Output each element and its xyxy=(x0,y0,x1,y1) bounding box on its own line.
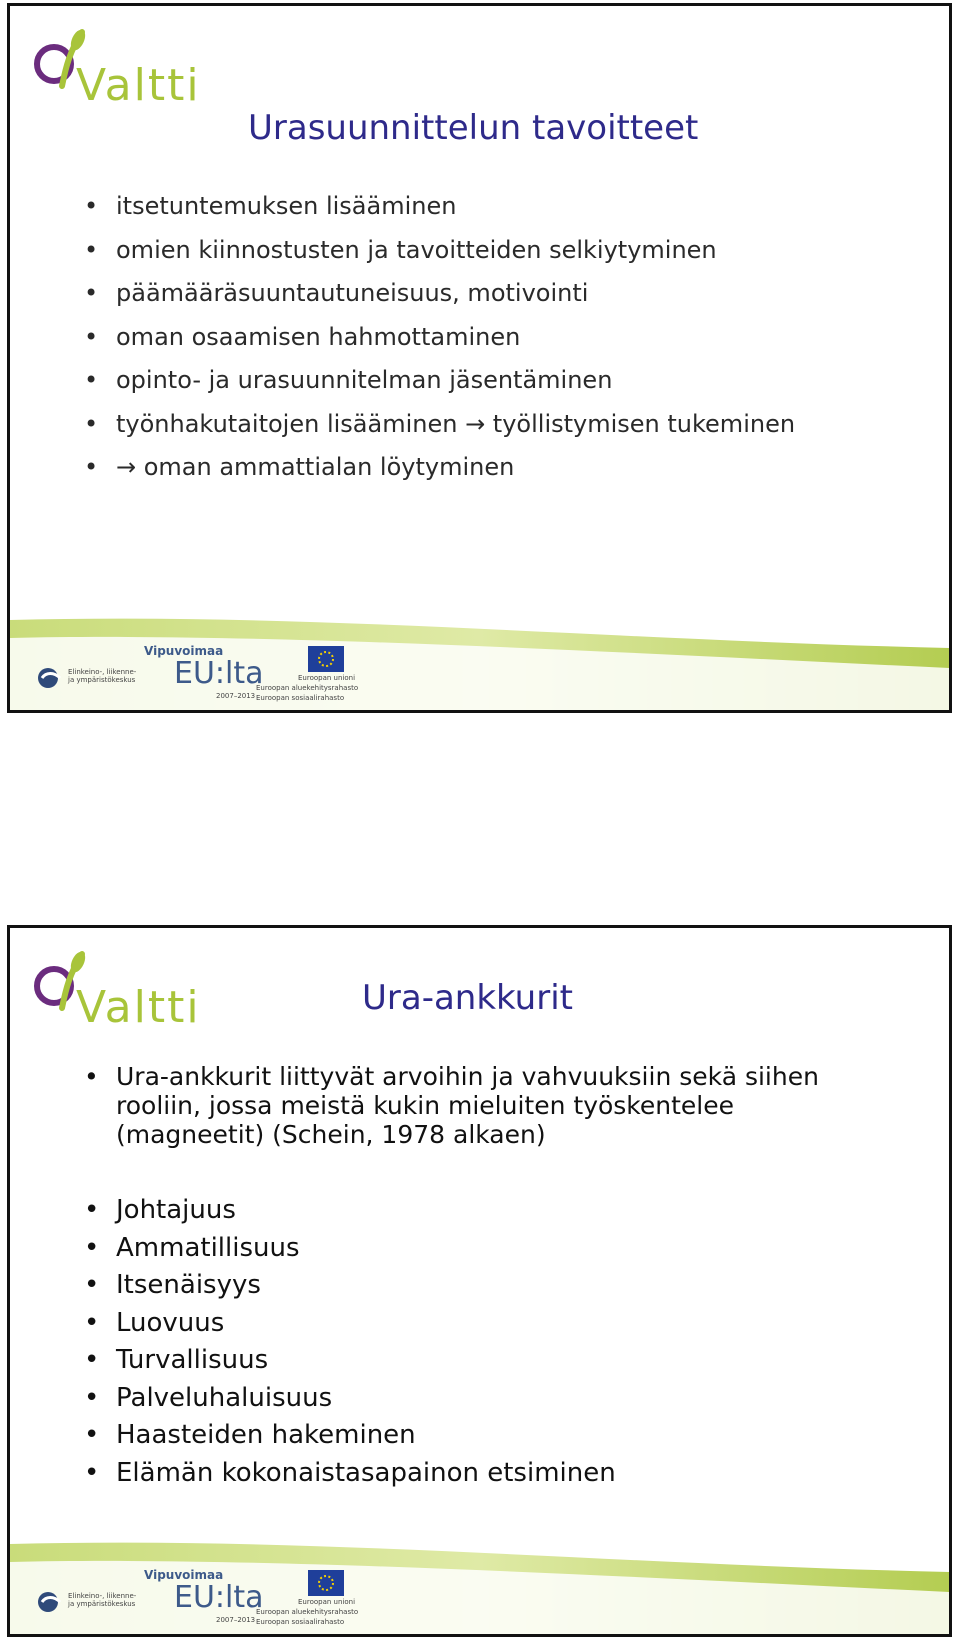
list-item: • Palveluhaluisuus xyxy=(80,1381,616,1419)
valtti-logo-text: Valtti xyxy=(76,982,201,1033)
valtti-logo-text: Valtti xyxy=(76,60,201,111)
footer-logos xyxy=(36,644,376,704)
vipuvoimaa-label: Vipuvoimaa xyxy=(144,1568,224,1582)
ely-label: Elinkeino-, liikenne- ja ympäristökeskus xyxy=(68,668,137,684)
slide-1-bullet-list xyxy=(80,190,795,495)
ely-label: Elinkeino-, liikenne- ja ympäristökeskus xyxy=(68,1592,137,1608)
list-item: • Johtajuus xyxy=(80,1193,616,1231)
slide-footer xyxy=(10,1536,949,1634)
list-item: • Haasteiden hakeminen xyxy=(80,1418,616,1456)
list-item: • päämääräsuuntautuneisuus, motivointi xyxy=(80,277,795,321)
list-item: • Turvallisuus xyxy=(80,1343,616,1381)
slide-2-intro xyxy=(80,1062,876,1149)
list-item: • Luovuus xyxy=(80,1306,616,1344)
eu-union-label: Euroopan unioni xyxy=(298,1598,356,1606)
footer-logos xyxy=(36,1568,376,1628)
eu-lta-label: EU:lta xyxy=(174,656,264,691)
list-item: • opinto- ja urasuunnitelman jäsentäminen xyxy=(80,364,795,408)
eu-flag-icon xyxy=(308,646,344,672)
eu-union-label: Euroopan unioni xyxy=(298,674,356,682)
intro-line: rooliin, jossa meistä kukin mieluiten työskentelee xyxy=(116,1091,735,1120)
vipuvoimaa-label: Vipuvoimaa xyxy=(144,644,224,658)
valtti-logo xyxy=(32,26,212,118)
slide-2-anchor-list xyxy=(80,1193,616,1493)
list-item: • työnhakutaitojen lisääminen → työllistymisen tukeminen xyxy=(80,408,795,452)
eu-fund2-label: Euroopan sosiaalirahasto xyxy=(256,694,345,702)
list-item: • Ammatillisuus xyxy=(80,1231,616,1269)
slide-1-title: Urasuunnittelun tavoitteet xyxy=(248,108,699,148)
intro-line: (magneetit) (Schein, 1978 alkaen) xyxy=(116,1120,546,1149)
ely-logo-icon xyxy=(36,666,66,690)
eu-flag-icon xyxy=(308,1570,344,1596)
intro-paragraph xyxy=(80,1062,876,1149)
ely-logo-icon xyxy=(36,1590,66,1614)
eu-fund1-label: Euroopan aluekehitysrahasto xyxy=(256,684,359,692)
slide-footer xyxy=(10,612,949,710)
eu-lta-label: EU:lta xyxy=(174,1580,264,1615)
years-label: 2007–2013 xyxy=(216,1616,256,1624)
list-item: • → oman ammattialan löytyminen xyxy=(80,451,795,495)
list-item: • Itsenäisyys xyxy=(80,1268,616,1306)
list-item: • oman osaamisen hahmottaminen xyxy=(80,321,795,365)
intro-line: • Ura-ankkurit liittyvät arvoihin ja vahvuuksiin sekä siihen xyxy=(116,1062,819,1091)
years-label: 2007–2013 xyxy=(216,692,256,700)
slide-2-title: Ura-ankkurit xyxy=(362,978,573,1018)
eu-fund1-label: Euroopan aluekehitysrahasto xyxy=(256,1608,359,1616)
valtti-logo xyxy=(32,948,212,1040)
eu-fund2-label: Euroopan sosiaalirahasto xyxy=(256,1618,345,1626)
list-item: • Elämän kokonaistasapainon etsiminen xyxy=(80,1456,616,1494)
list-item: • itsetuntemuksen lisääminen xyxy=(80,190,795,234)
list-item: • omien kiinnostusten ja tavoitteiden selkiytyminen xyxy=(80,234,795,278)
